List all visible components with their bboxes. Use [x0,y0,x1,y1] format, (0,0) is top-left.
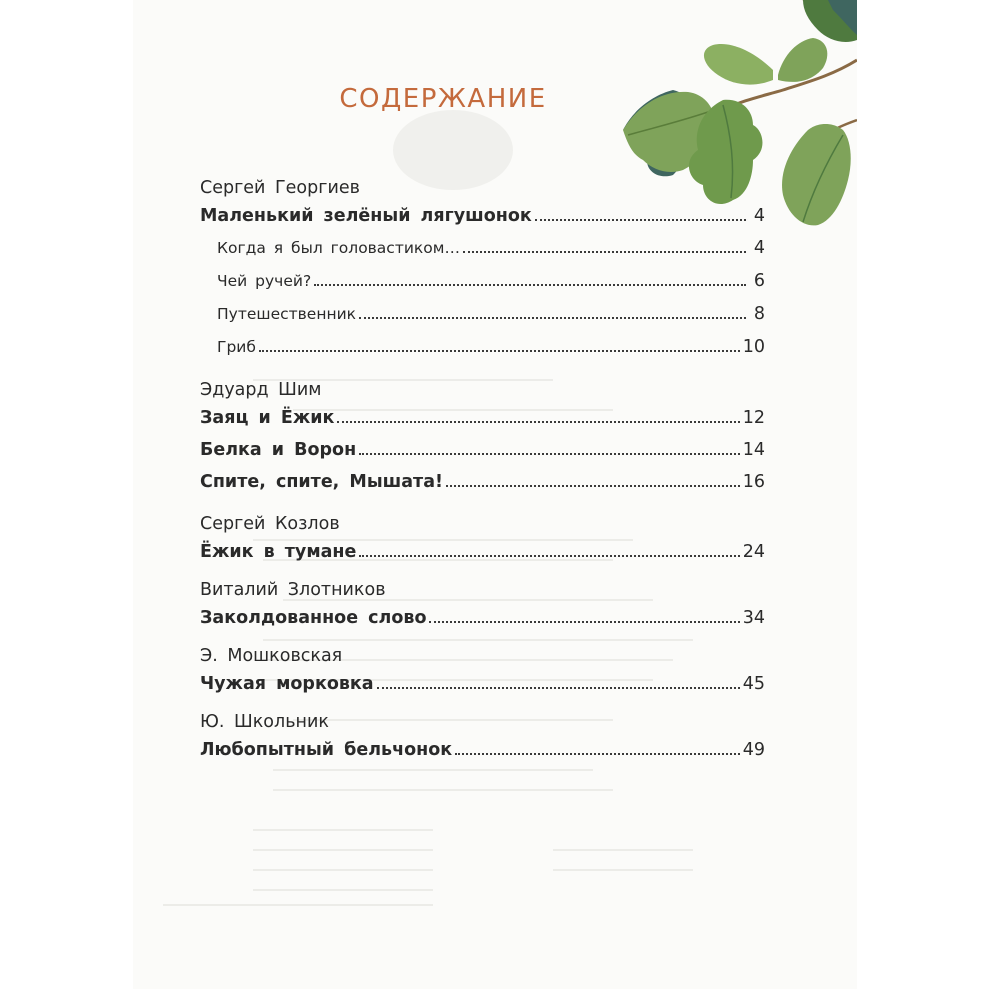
toc-entry[interactable] [200,402,765,434]
entry-title: Гриб [217,338,256,356]
author-name: Ю. Школьник [200,712,329,732]
entry-title: Путешественник [217,305,357,323]
dot-leader [429,621,739,623]
contents-title: СОДЕРЖАНИЕ [339,84,547,114]
entry-title: Спите, спите, Мышата! [200,472,443,492]
page-number: 8 [753,304,765,324]
dot-leader [463,251,746,253]
entry-title: Любопытный бельчонок [200,740,453,760]
dot-leader [455,753,740,755]
toc-subentry[interactable] [200,265,765,298]
toc-entry[interactable] [200,536,765,568]
toc-entry[interactable] [200,668,765,700]
toc-subentry[interactable] [200,331,765,364]
page-number: 14 [742,440,765,460]
author-name: Сергей Козлов [200,514,340,534]
toc-entry[interactable] [200,602,765,634]
dot-leader [359,317,746,319]
dot-leader [446,485,740,487]
page-number: 16 [742,472,765,492]
toc-subentry[interactable] [200,232,765,265]
author-name: Виталий Злотников [200,580,386,600]
dot-leader [259,350,740,352]
page-number: 4 [753,206,765,226]
dot-leader [377,687,740,689]
entry-title: Заяц и Ёжик [200,408,335,428]
entry-title: Заколдованное слово [200,608,427,628]
dot-leader [359,453,740,455]
page-number: 24 [742,542,765,562]
dot-leader [359,555,739,557]
entry-title: Маленький зелёный лягушонок [200,206,532,226]
dot-leader [314,284,746,286]
page-number: 34 [742,608,765,628]
author-name: Э. Мошковская [200,646,343,666]
page-number: 4 [753,238,765,258]
toc-entry[interactable] [200,200,765,232]
toc-entry[interactable] [200,466,765,498]
page-number: 45 [742,674,765,694]
toc-subentry[interactable] [200,298,765,331]
entry-title: Белка и Ворон [200,440,357,460]
author-name: Эдуард Шим [200,380,322,400]
toc-entry[interactable] [200,734,765,766]
entry-title: Чей ручей? [217,272,312,290]
page-number: 6 [753,271,765,291]
page-number: 49 [742,740,765,760]
book-page [133,0,857,989]
entry-title: Когда я был головастиком… [217,239,460,257]
dot-leader [535,219,746,221]
dot-leader [337,421,739,423]
page-number: 10 [742,337,765,357]
author-name: Сергей Георгиев [200,178,360,198]
table-of-contents [200,176,765,766]
entry-title: Ёжик в тумане [200,542,357,562]
page-number: 12 [742,408,765,428]
entry-title: Чужая морковка [200,674,374,694]
toc-entry[interactable] [200,434,765,466]
